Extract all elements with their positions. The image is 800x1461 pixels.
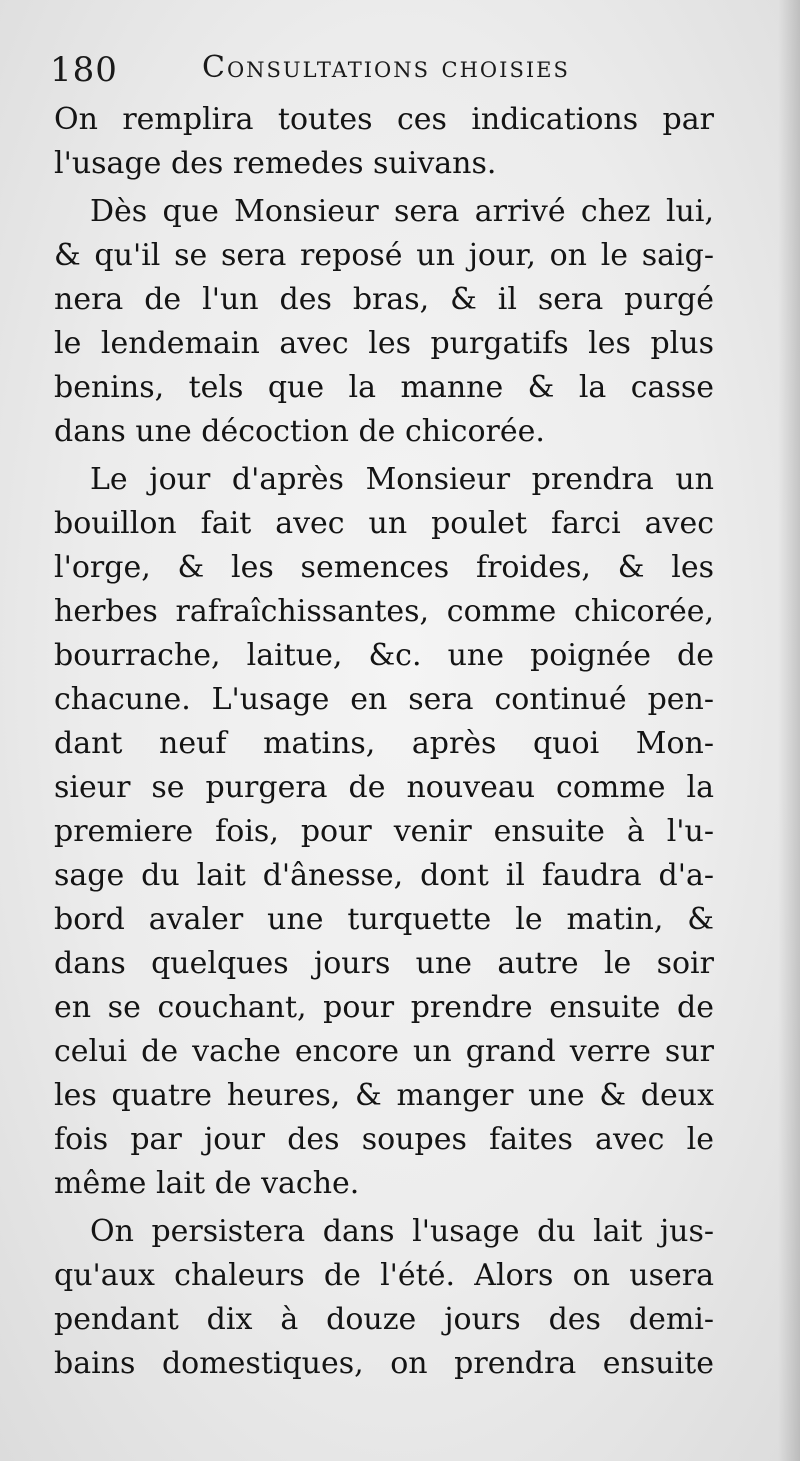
paragraph xyxy=(54,98,714,186)
text-line: On persistera dans l'usage du lait jus- xyxy=(90,1214,714,1249)
text-line: bord avaler une turquette le matin, & xyxy=(54,902,714,937)
text-line: Le jour d'après Monsieur prendra un xyxy=(90,462,714,497)
text-line: bourrache, laitue, &c. une poignée de xyxy=(54,638,714,673)
text-line: pendant dix à douze jours des demi- xyxy=(54,1302,714,1337)
text-line: celui de vache encore un grand verre sur xyxy=(54,1034,714,1069)
text-line: dant neuf matins, après quoi Mon- xyxy=(54,726,714,761)
page-header xyxy=(50,46,750,106)
text-line: chacune. L'usage en sera continué pen- xyxy=(54,682,714,717)
paragraph xyxy=(54,190,714,454)
running-title: Consultations choisies xyxy=(202,50,570,85)
text-line: les quatre heures, & manger une & deux xyxy=(54,1078,714,1113)
text-line: sieur se purgera de nouveau comme la xyxy=(54,770,714,805)
text-line: le lendemain avec les purgatifs les plus xyxy=(54,326,714,361)
text-line: On remplira toutes ces indications par xyxy=(54,102,714,137)
text-line: benins, tels que la manne & la casse xyxy=(54,370,714,405)
text-line: l'orge, & les semences froides, & les xyxy=(54,550,714,585)
text-line: l'usage des remedes suivans. xyxy=(54,146,497,181)
page-edge-shadow xyxy=(778,0,800,1461)
text-line: fois par jour des soupes faites avec le xyxy=(54,1122,714,1157)
text-line: qu'aux chaleurs de l'été. Alors on usera xyxy=(54,1258,714,1293)
page-number: 180 xyxy=(50,50,118,90)
text-line: dans quelques jours une autre le soir xyxy=(54,946,714,981)
text-line: bains domestiques, on prendra ensuite xyxy=(54,1346,714,1381)
paragraph xyxy=(54,458,714,1206)
paragraph xyxy=(54,1210,714,1386)
text-line: nera de l'un des bras, & il sera purgé xyxy=(54,282,714,317)
body-text xyxy=(54,98,714,1386)
text-line: bouillon fait avec un poulet farci avec xyxy=(54,506,714,541)
text-line: & qu'il se sera reposé un jour, on le saig- xyxy=(54,238,714,273)
text-line: dans une décoction de chicorée. xyxy=(54,414,545,449)
text-line: même lait de vache. xyxy=(54,1166,360,1201)
text-line: premiere fois, pour venir ensuite à l'u- xyxy=(54,814,714,849)
text-line: Dès que Monsieur sera arrivé chez lui, xyxy=(90,194,714,229)
text-line: en se couchant, pour prendre ensuite de xyxy=(54,990,714,1025)
text-line: sage du lait d'ânesse, dont il faudra d'a- xyxy=(54,858,714,893)
text-line: herbes rafraîchissantes, comme chicorée, xyxy=(54,594,714,629)
